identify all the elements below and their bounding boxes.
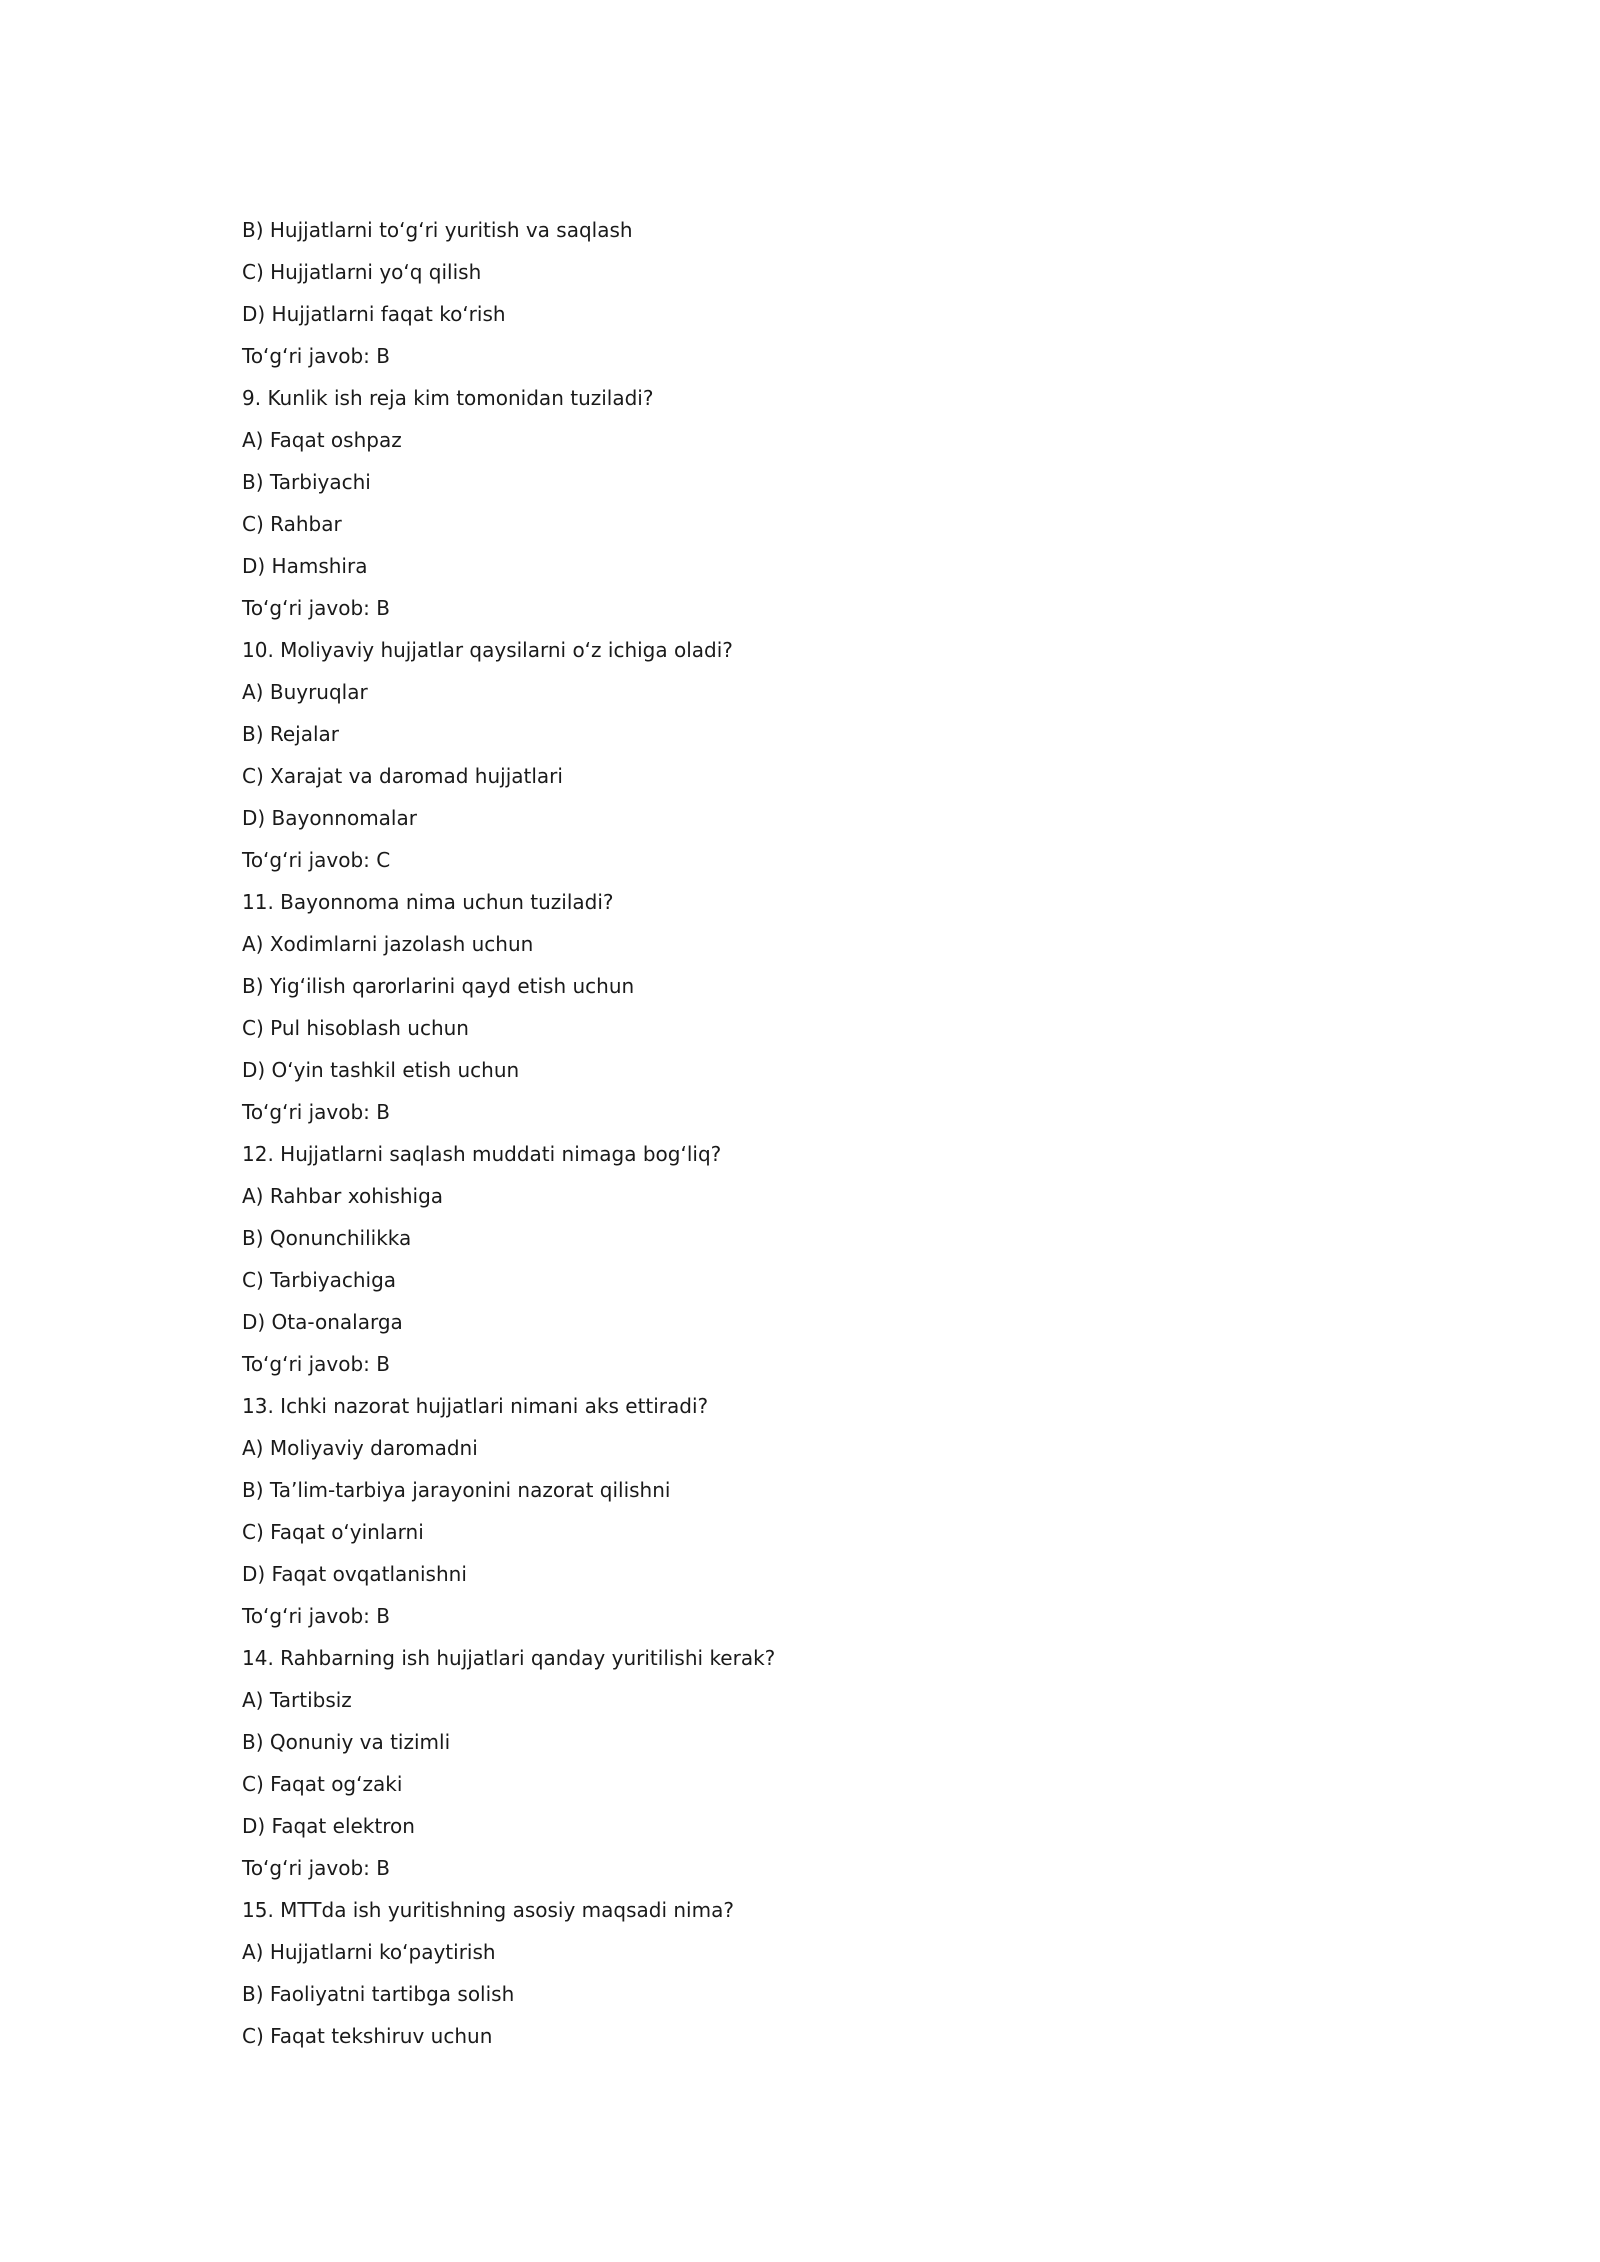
text-line: To‘g‘ri javob: B (242, 596, 390, 620)
text-line: C) Rahbar (242, 512, 342, 536)
text-line: D) Faqat elektron (242, 1814, 415, 1838)
text-line: C) Tarbiyachiga (242, 1268, 397, 1292)
text-line: B) Qonuniy va tizimli (242, 1730, 451, 1754)
text-line: To‘g‘ri javob: B (242, 1856, 390, 1880)
text-line: C) Faqat tekshiruv uchun (242, 2024, 493, 2048)
text-line: To‘g‘ri javob: B (242, 1604, 390, 1628)
quiz-text (242, 216, 1442, 2064)
text-line: C) Pul hisoblash uchun (242, 1016, 469, 1040)
text-line: D) Faqat ovqatlanishni (242, 1562, 467, 1586)
text-line: C) Hujjatlarni yo‘q qilish (242, 260, 482, 284)
text-line: To‘g‘ri javob: B (242, 344, 390, 368)
text-line: D) Bayonnomalar (242, 806, 417, 830)
text-line: 11. Bayonnoma nima uchun tuziladi? (242, 890, 614, 914)
text-line: A) Tartibsiz (242, 1688, 352, 1712)
text-line: To‘g‘ri javob: C (242, 848, 391, 872)
text-line: A) Buyruqlar (242, 680, 368, 704)
text-line: B) Tarbiyachi (242, 470, 371, 494)
text-line: 12. Hujjatlarni saqlash muddati nimaga bog‘liq? (242, 1142, 722, 1166)
text-line: C) Faqat og‘zaki (242, 1772, 403, 1796)
text-line: C) Faqat o‘yinlarni (242, 1520, 424, 1544)
text-line: A) Moliyaviy daromadni (242, 1436, 478, 1460)
text-line: B) Qonunchilikka (242, 1226, 412, 1250)
text-line: A) Xodimlarni jazolash uchun (242, 932, 534, 956)
text-line: D) Ota-onalarga (242, 1310, 403, 1334)
text-line: B) Rejalar (242, 722, 340, 746)
text-line: 14. Rahbarning ish hujjatlari qanday yuritilishi kerak? (242, 1646, 776, 1670)
text-line: C) Xarajat va daromad hujjatlari (242, 764, 563, 788)
text-line: To‘g‘ri javob: B (242, 1352, 390, 1376)
text-line: To‘g‘ri javob: B (242, 1100, 390, 1124)
text-line: B) Ta’lim-tarbiya jarayonini nazorat qilishni (242, 1478, 671, 1502)
text-line: D) Hujjatlarni faqat ko‘rish (242, 302, 506, 326)
text-line: A) Rahbar xohishiga (242, 1184, 444, 1208)
text-line: 15. MTTda ish yuritishning asosiy maqsadi nima? (242, 1898, 734, 1922)
text-line: B) Hujjatlarni to‘g‘ri yuritish va saqlash (242, 218, 633, 242)
text-line: 9. Kunlik ish reja kim tomonidan tuziladi? (242, 386, 654, 410)
text-line: D) Hamshira (242, 554, 368, 578)
text-line: 13. Ichki nazorat hujjatlari nimani aks ettiradi? (242, 1394, 709, 1418)
text-line: 10. Moliyaviy hujjatlar qaysilarni o‘z ichiga oladi? (242, 638, 733, 662)
text-line: A) Hujjatlarni ko‘paytirish (242, 1940, 496, 1964)
text-line: A) Faqat oshpaz (242, 428, 402, 452)
text-line: D) O‘yin tashkil etish uchun (242, 1058, 520, 1082)
text-line: B) Faoliyatni tartibga solish (242, 1982, 515, 2006)
text-line: B) Yig‘ilish qarorlarini qayd etish uchun (242, 974, 635, 998)
